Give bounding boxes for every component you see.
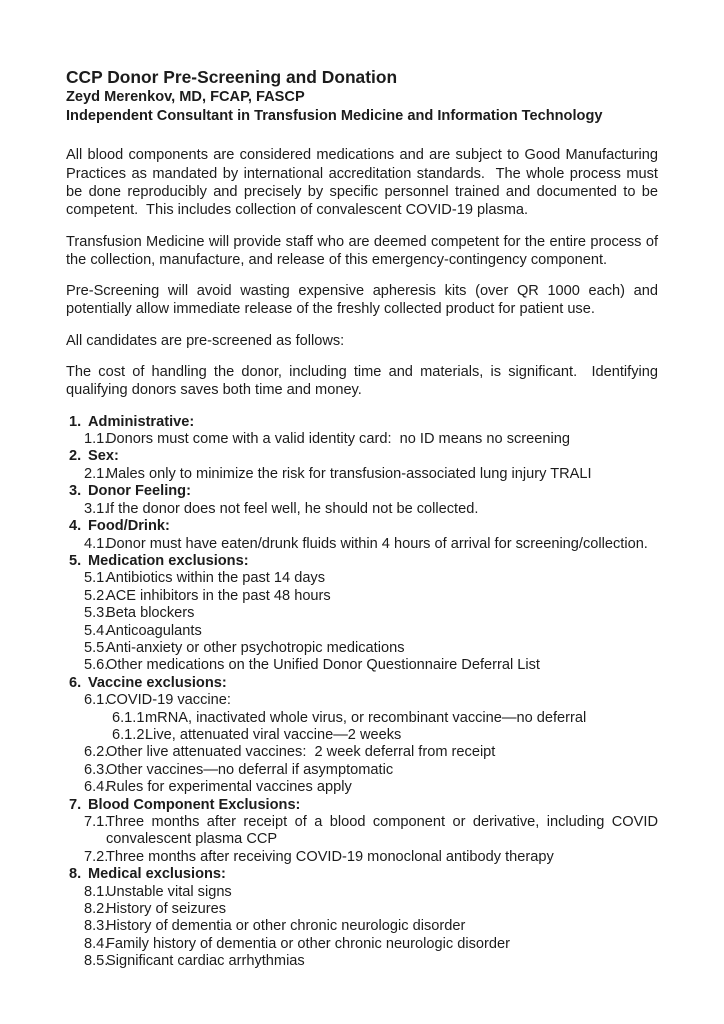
list-item-number: 5.3.	[84, 605, 109, 622]
list-item-number: 8.4.	[84, 935, 109, 952]
list-item-heading: Blood Component Exclusions:	[88, 796, 301, 813]
list-item-number: 8.2.	[84, 901, 109, 918]
list-item-level2	[66, 570, 658, 587]
paragraph-gmp: All blood components are considered medications and are subject to Good Manufacturing Practices as mandated by international accreditation standards. The whole process must be done reproducibly and precisely by specific personnel trained and documented to be competent. This includes collection of convalescent COVID-19 plasma.	[66, 147, 658, 219]
list-item-level2	[66, 640, 658, 657]
list-item-text: Beta blockers	[106, 605, 195, 622]
list-item-level2	[66, 779, 658, 796]
list-item-text: Anti-anxiety or other psychotropic medications	[106, 639, 405, 656]
list-item-number: 6.1.	[84, 692, 109, 709]
list-item-text: ACE inhibitors in the past 48 hours	[106, 587, 331, 604]
list-item-number: 2.	[69, 448, 82, 465]
list-item-level2	[66, 814, 658, 849]
list-item-level3	[66, 710, 658, 727]
list-item-level2	[66, 623, 658, 640]
list-item-level2	[66, 901, 658, 918]
list-item-text: Live, attenuated viral vaccine—2 weeks	[145, 726, 402, 743]
list-item-number: 1.	[69, 413, 82, 430]
list-item-level2	[66, 936, 658, 953]
list-item-level1	[66, 553, 658, 570]
list-item-number: 7.1.	[84, 814, 109, 831]
list-item-text: mRNA, inactivated whole virus, or recombinant vaccine—no deferral	[145, 709, 587, 726]
paragraph-candidates-intro: All candidates are pre-screened as follows:	[66, 332, 345, 349]
list-item-number: 8.	[69, 866, 82, 883]
list-item-number: 6.1.1.	[112, 709, 149, 726]
list-item-text: Anticoagulants	[106, 622, 202, 639]
list-item-heading: Administrative:	[88, 413, 195, 430]
list-item-level2	[66, 536, 658, 553]
list-item-text: Antibiotics within the past 14 days	[106, 570, 326, 587]
list-item-heading: Medical exclusions:	[88, 866, 226, 883]
list-item-text: Family history of dementia or other chronic neurologic disorder	[106, 935, 510, 952]
list-item-number: 7.2.	[84, 848, 109, 865]
list-item-number: 1.1.	[84, 431, 109, 448]
list-item-text: Other vaccines—no deferral if asymptomatic	[106, 761, 394, 778]
list-item-level2	[66, 692, 658, 709]
list-item-text: Other medications on the Unified Donor Questionnaire Deferral List	[106, 657, 540, 674]
list-item-level3	[66, 727, 658, 744]
list-item-level2	[66, 501, 658, 518]
document-author: Zeyd Merenkov, MD, FCAP, FASCP	[66, 89, 305, 105]
list-item-text: Males only to minimize the risk for transfusion-associated lung injury TRALI	[106, 465, 592, 482]
list-item-number: 4.1.	[84, 535, 109, 552]
list-item-number: 5.5.	[84, 639, 109, 656]
list-item-text: Three months after receipt of a blood component or derivative, including COVID convalescent plasma CCP	[106, 814, 658, 848]
list-item-level2	[66, 431, 658, 448]
list-item-level1	[66, 866, 658, 883]
list-item-text: If the donor does not feel well, he should not be collected.	[106, 500, 479, 517]
list-item-level1	[66, 448, 658, 465]
list-item-level1	[66, 797, 658, 814]
list-item-number: 3.1.	[84, 500, 109, 517]
screening-list	[66, 414, 658, 971]
list-item-text: History of dementia or other chronic neurologic disorder	[106, 918, 466, 935]
paragraph-cost: The cost of handling the donor, including time and materials, is significant. Identifying qualifying donors saves both time and money.	[66, 364, 658, 399]
list-item-level1	[66, 483, 658, 500]
list-item-number: 7.	[69, 796, 82, 813]
list-item-number: 6.2.	[84, 744, 109, 761]
list-item-level2	[66, 744, 658, 761]
list-item-level2	[66, 849, 658, 866]
list-item-text: Three months after receiving COVID-19 monoclonal antibody therapy	[106, 848, 554, 865]
list-item-number: 8.1.	[84, 883, 109, 900]
list-item-text: Other live attenuated vaccines: 2 week deferral from receipt	[106, 744, 496, 761]
list-item-number: 8.5.	[84, 953, 109, 970]
list-item-number: 4.	[69, 518, 82, 535]
list-item-text: History of seizures	[106, 901, 227, 918]
list-item-level2	[66, 953, 658, 970]
list-item-level2	[66, 762, 658, 779]
list-item-heading: Sex:	[88, 448, 119, 465]
list-item-number: 8.3.	[84, 918, 109, 935]
list-item-number: 5.	[69, 552, 82, 569]
list-item-level2	[66, 918, 658, 935]
list-item-level2	[66, 605, 658, 622]
list-item-number: 6.3.	[84, 761, 109, 778]
list-item-level2	[66, 588, 658, 605]
list-item-number: 3.	[69, 483, 82, 500]
list-item-number: 2.1.	[84, 465, 109, 482]
list-item-level1	[66, 518, 658, 535]
list-item-number: 6.4.	[84, 779, 109, 796]
list-item-heading: Donor Feeling:	[88, 483, 191, 500]
document-title: CCP Donor Pre-Screening and Donation	[66, 67, 398, 87]
list-item-level1	[66, 675, 658, 692]
list-item-heading: Medication exclusions:	[88, 552, 249, 569]
list-item-text: COVID-19 vaccine:	[106, 692, 231, 709]
list-item-text: Significant cardiac arrhythmias	[106, 953, 305, 970]
paragraph-staffing: Transfusion Medicine will provide staff who are deemed competent for the entire process of the collection, manufacture, and release of this emergency-contingency component.	[66, 233, 658, 268]
list-item-text: Donors must come with a valid identity card: no ID means no screening	[106, 431, 570, 448]
list-item-text: Rules for experimental vaccines apply	[106, 779, 352, 796]
list-item-number: 6.1.2.	[112, 726, 149, 743]
list-item-number: 5.6.	[84, 657, 109, 674]
paragraph-prescreening-rationale: Pre-Screening will avoid wasting expensive apheresis kits (over QR 1000 each) and potentially allow immediate release of the freshly collected product for patient use.	[66, 283, 658, 318]
list-item-number: 5.2.	[84, 587, 109, 604]
list-item-heading: Vaccine exclusions:	[88, 674, 227, 691]
list-item-number: 5.1.	[84, 570, 109, 587]
document-author-role: Independent Consultant in Transfusion Medicine and Information Technology	[66, 108, 603, 125]
list-item-number: 6.	[69, 674, 82, 691]
list-item-level2	[66, 466, 658, 483]
list-item-level2	[66, 884, 658, 901]
list-item-text: Unstable vital signs	[106, 883, 232, 900]
list-item-heading: Food/Drink:	[88, 518, 170, 535]
list-item-number: 5.4.	[84, 622, 109, 639]
list-item-text: Donor must have eaten/drunk fluids within 4 hours of arrival for screening/collection.	[106, 535, 648, 552]
list-item-level1	[66, 414, 658, 431]
list-item-level2	[66, 657, 658, 674]
